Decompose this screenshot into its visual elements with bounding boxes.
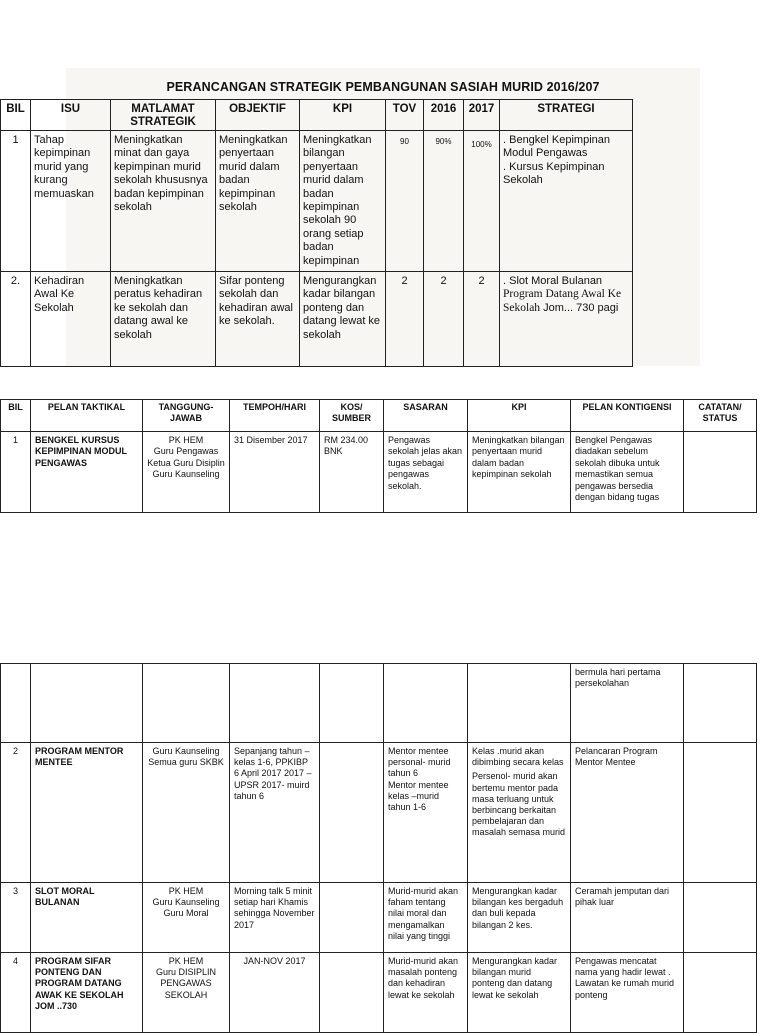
t3-row3-bil: 3 xyxy=(1,883,31,953)
t2-header-tempoh: TEMPOH/HARI xyxy=(230,400,320,432)
t3-row2-tanggung-1: Guru Kaunseling xyxy=(152,746,220,756)
t3-row2-bil: 2 xyxy=(1,743,31,883)
row2-objektif: Sifar ponteng sekolah dan kehadiran awal ke sekolah. xyxy=(216,272,300,367)
t3-row2-kontingensi: Pelancaran Program Mentor Mentee xyxy=(571,743,684,883)
t2-row1-bil: 1 xyxy=(1,432,31,513)
t3-row2-kpi-1: Kelas .murid akan dibimbing secara kelas xyxy=(472,746,564,768)
row2-kpi: Mengurangkan kadar bilangan ponteng dan datang lewat ke sekolah xyxy=(300,272,386,367)
table-row xyxy=(1,272,633,367)
t3-row4-bil: 4 xyxy=(1,953,31,1033)
table-row xyxy=(1,664,757,743)
t3-row4-tanggung-2: Guru DISIPLIN PENGAWAS SEKOLAH xyxy=(155,967,217,1000)
header-objektif: OBJEKTIF xyxy=(216,100,300,131)
header-tov: TOV xyxy=(386,100,424,131)
row2-matlamat: Meningkatkan peratus kehadiran ke sekolah dan datang awal ke sekolah xyxy=(111,272,216,367)
table-row xyxy=(1,743,757,883)
table1-header-row xyxy=(1,100,633,131)
row1-kpi: Meningkatkan bilangan penyertaan murid dalam badan kepimpinan sekolah 90 orang setiap badan kepimpinan xyxy=(300,131,386,272)
t2-header-kos: KOS/ SUMBER xyxy=(320,400,384,432)
header-isu: ISU xyxy=(31,100,111,131)
header-kpi: KPI xyxy=(300,100,386,131)
t2-row1-kpi: Meningkatkan bilangan penyertaan murid dalam badan kepimpinan sekolah xyxy=(468,432,571,513)
t3-row2-tempoh xyxy=(230,743,320,883)
t3-row4-tanggung-1: PK HEM xyxy=(168,956,204,966)
t2-row1-kontingensi: Bengkel Pengawas diadakan sebelum sekolah dibuka untuk memastikan semua pengawas bersedia dengan bidang tugas xyxy=(571,432,684,513)
t3-row4-sasaran: Murid-murid akan masalah ponteng dan kehadiran lewat ke sekolah xyxy=(384,953,468,1033)
t2-row1-catatan xyxy=(684,432,757,513)
t3-row3-tanggung-2: Guru Kaunseling xyxy=(152,897,220,908)
table-row xyxy=(1,131,633,272)
row1-bil: 1 xyxy=(1,131,31,272)
tactical-plan-table xyxy=(0,399,757,513)
t2-row1-kos xyxy=(320,432,384,513)
row1-isu: Tahap kepimpinan murid yang kurang memuaskan xyxy=(31,131,111,272)
row1-matlamat: Meningkatkan minat dan gaya kepimpinan murid sekolah khususnya badan kepimpinan sekolah xyxy=(111,131,216,272)
row1-objektif: Meningkatkan penyertaan murid dalam badan kepimpinan sekolah xyxy=(216,131,300,272)
header-matlamat: MATLAMAT STRATEGIK xyxy=(111,100,216,131)
t2-row1-sasaran: Pengawas sekolah jelas akan tugas sebagai pengawas sekolah. xyxy=(384,432,468,513)
table-row xyxy=(1,883,757,953)
header-2016: 2016 xyxy=(424,100,464,131)
table2-header-row xyxy=(1,400,757,432)
t3-row2-kpi-2: Persenol- murid akan bertemu mentor pada masa terluang untuk berbincang berkaitan pembelajaran dan masalah semasa murid xyxy=(472,771,566,838)
header-2017: 2017 xyxy=(464,100,500,131)
t2-row1-tanggung xyxy=(143,432,230,513)
row1-2016: 90% xyxy=(424,131,464,272)
t3-row2-pelan: PROGRAM MENTOR MENTEE xyxy=(31,743,143,883)
t3-row4-kontingensi: Pengawas mencatat nama yang hadir lewat . Lawatan ke rumah murid ponteng xyxy=(571,953,684,1033)
document-title: PERANCANGAN STRATEGIK PEMBANGUNAN SASIAH MURID 2016/207 xyxy=(166,80,600,94)
t3-row2-tanggung-2: Semua guru SKBK xyxy=(148,757,224,768)
table-row xyxy=(1,953,757,1033)
t3-row4-tanggung xyxy=(143,953,230,1033)
row2-2017: 2 xyxy=(464,272,500,367)
t3-row2-tempoh-2: 6 April 2017 2017 – UPSR 2017- muird tahun 6 xyxy=(234,768,312,801)
t3-row3-tanggung-1: PK HEM xyxy=(168,886,204,896)
t3-row3-tanggung-3: Guru Moral xyxy=(163,908,209,919)
t3-row4-pelan: PROGRAM SIFAR PONTENG DAN PROGRAM DATANG AWAK KE SEKOLAH JOM ..730 xyxy=(31,953,143,1033)
row1-2017: 100% xyxy=(464,131,500,272)
t2-header-kontingensi: PELAN KONTIGENSI xyxy=(571,400,684,432)
t3-row2-sasaran-1: Mentor mentee personal- murid tahun 6 xyxy=(388,746,451,779)
t3-row3-tempoh: Morning talk 5 minit setiap hari Khamis sehingga November 2017 xyxy=(230,883,320,953)
t3-row4-kpi: Mengurangkan kadar bilangan murid ponteng dan datang lewat ke sekolah xyxy=(468,953,571,1033)
row1-tov: 90 xyxy=(386,131,424,272)
row1-strategi-item-1: . Bengkel Kepimpinan Modul Pengawas xyxy=(503,134,611,160)
row2-isu: Kehadiran Awal Ke Sekolah xyxy=(31,272,111,367)
strategic-plan-table xyxy=(0,99,633,367)
row2-2016: 2 xyxy=(424,272,464,367)
row2-strategi xyxy=(500,272,633,367)
t2-row1-tanggung-1: PK HEM xyxy=(168,435,204,445)
header-bil: BIL xyxy=(1,100,31,131)
t3-row3-sasaran: Murid-murid akan faham tentang nilai moral dan mengamalkan nilai yang tinggi xyxy=(384,883,468,953)
t2-header-pelan: PELAN TAKTIKAL xyxy=(31,400,143,432)
t3-row2-sasaran xyxy=(384,743,468,883)
t3-row3-tanggung xyxy=(143,883,230,953)
tactical-plan-continued-table xyxy=(0,663,757,1033)
t2-header-sasaran: SASARAN xyxy=(384,400,468,432)
row1-strategi xyxy=(500,131,633,272)
row2-bil: 2. xyxy=(1,272,31,367)
t3-row2-sasaran-2: Mentor mentee kelas –murid tahun 1-6 xyxy=(388,779,449,813)
t2-row1-kos-source: BNK xyxy=(324,446,343,457)
t3-row2-kpi xyxy=(468,743,571,883)
t2-row1-pelan: BENGKEL KURSUS KEPIMPINAN MODUL PENGAWAS xyxy=(31,432,143,513)
t2-header-tanggung: TANGGUNG-JAWAB xyxy=(143,400,230,432)
t2-row1-tanggung-2: Guru Pengawas xyxy=(153,446,219,457)
t3-row3-pelan: SLOT MORAL BULANAN xyxy=(31,883,143,953)
row2-strategi-item-1: . Slot Moral Bulanan xyxy=(503,275,603,288)
t2-header-bil: BIL xyxy=(1,400,31,432)
row2-strategi-program: Program Datang Awal Ke Sekolah xyxy=(503,288,622,314)
t2-header-kpi: KPI xyxy=(468,400,571,432)
t3-row3-kontingensi: Ceramah jemputan dari pihak luar xyxy=(571,883,684,953)
t3-row2-tempoh-1: Sepanjang tahun – kelas 1-6, PPKIBP xyxy=(234,746,310,768)
t2-row1-tanggung-4: Guru Kaunseling xyxy=(152,469,220,480)
t3-row3-kpi: Mengurangkan kadar bilangan kes bergaduh dan buli kepada bilangan 2 kes. xyxy=(468,883,571,953)
t3-row2-tanggung xyxy=(143,743,230,883)
t3-continuation-text: bermula hari pertama persekolahan xyxy=(571,664,684,743)
table-row xyxy=(1,432,757,513)
row2-tov: 2 xyxy=(386,272,424,367)
t2-row1-kos-amount: RM 234.00 xyxy=(324,435,369,445)
t2-header-catatan: CATATAN/ STATUS xyxy=(684,400,757,432)
t2-row1-tanggung-3: Ketua Guru Disiplin xyxy=(147,457,225,468)
row2-strategi-jom: Jom... 730 pagi xyxy=(540,301,619,314)
t2-row1-tempoh: 31 Disember 2017 xyxy=(230,432,320,513)
row2-strategi-item-2 xyxy=(503,288,629,315)
row1-strategi-item-2: . Kursus Kepimpinan Sekolah xyxy=(503,160,605,187)
t3-row4-tempoh: JAN-NOV 2017 xyxy=(230,953,320,1033)
header-strategi: STRATEGI xyxy=(500,100,633,131)
